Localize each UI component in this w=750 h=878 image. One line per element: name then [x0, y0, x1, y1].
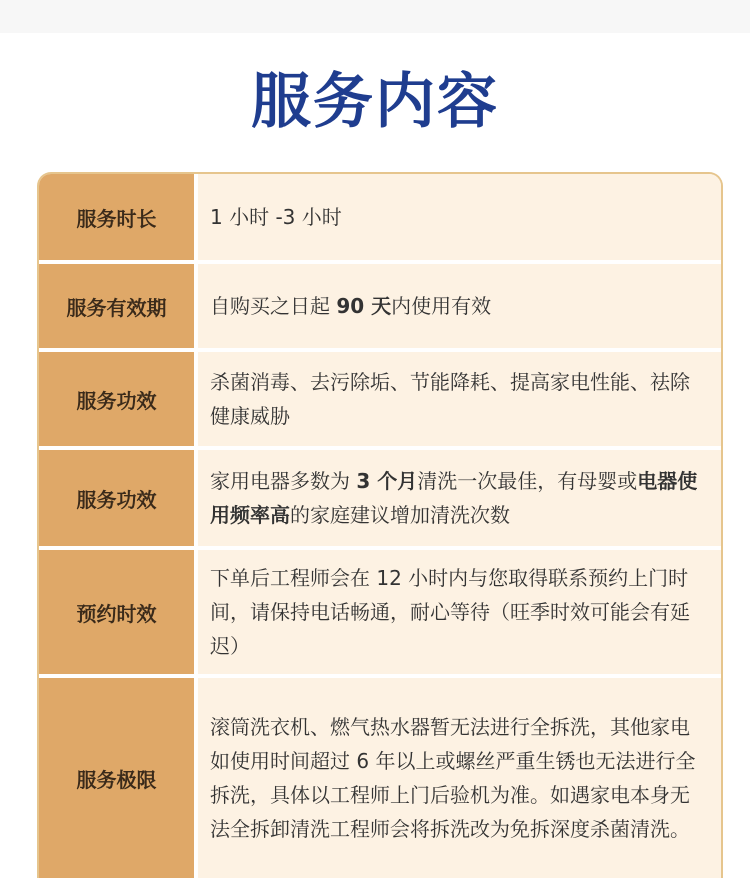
row-label: 服务有效期	[39, 264, 194, 348]
service-row	[39, 450, 721, 550]
value-text: 自购买之日起	[210, 294, 337, 318]
value-text: 1 小时 -3 小时	[210, 205, 342, 229]
row-label: 服务时长	[39, 174, 194, 260]
emphasis-text: 90 天	[336, 294, 392, 318]
service-row	[39, 264, 721, 352]
row-value	[198, 550, 721, 674]
value-text: 下单后工程师会在 12 小时内与您取得联系预约上门时间，请保持电话畅通，耐心等待（旺季时效可能会有延迟）	[210, 566, 690, 658]
emphasis-text: 电器使用频率高	[210, 469, 698, 527]
row-value	[198, 174, 721, 260]
service-row	[39, 550, 721, 678]
value-text: 滚筒洗衣机、燃气热水器暂无法进行全拆洗，其他家电如使用时间超过 6 年以上或螺丝严重生锈也无法进行全拆洗，具体以工程师上门后验机为准。如遇家电本身无法全拆卸清洗工程师会将拆洗改为免拆深度杀菌清洗。	[210, 715, 696, 841]
service-row	[39, 174, 721, 264]
value-text: 家用电器多数为	[210, 469, 357, 493]
value-text: 内使用有效	[391, 294, 492, 318]
row-value-text	[210, 464, 705, 532]
service-row	[39, 352, 721, 450]
row-value	[198, 450, 721, 546]
value-text: 的家庭建议增加清洗次数	[290, 503, 510, 527]
row-label: 服务极限	[39, 678, 194, 878]
top-bar	[0, 0, 750, 33]
row-value-text	[210, 710, 705, 846]
row-value-text	[210, 365, 705, 433]
row-label: 服务功效	[39, 352, 194, 446]
page-title: 服务内容	[251, 67, 499, 137]
row-value	[198, 678, 721, 878]
value-text: 杀菌消毒、去污除垢、节能降耗、提高家电性能、祛除健康威胁	[210, 370, 690, 428]
row-value	[198, 264, 721, 348]
emphasis-text: 3 个月	[356, 469, 418, 493]
row-value-text	[210, 561, 705, 663]
row-value-text	[210, 200, 342, 234]
service-table	[37, 172, 723, 878]
row-value	[198, 352, 721, 446]
service-row	[39, 678, 721, 878]
value-text: 清洗一次最佳，有母婴或	[417, 469, 638, 493]
row-label: 服务功效	[39, 450, 194, 546]
row-label: 预约时效	[39, 550, 194, 674]
row-value-text	[210, 289, 491, 323]
